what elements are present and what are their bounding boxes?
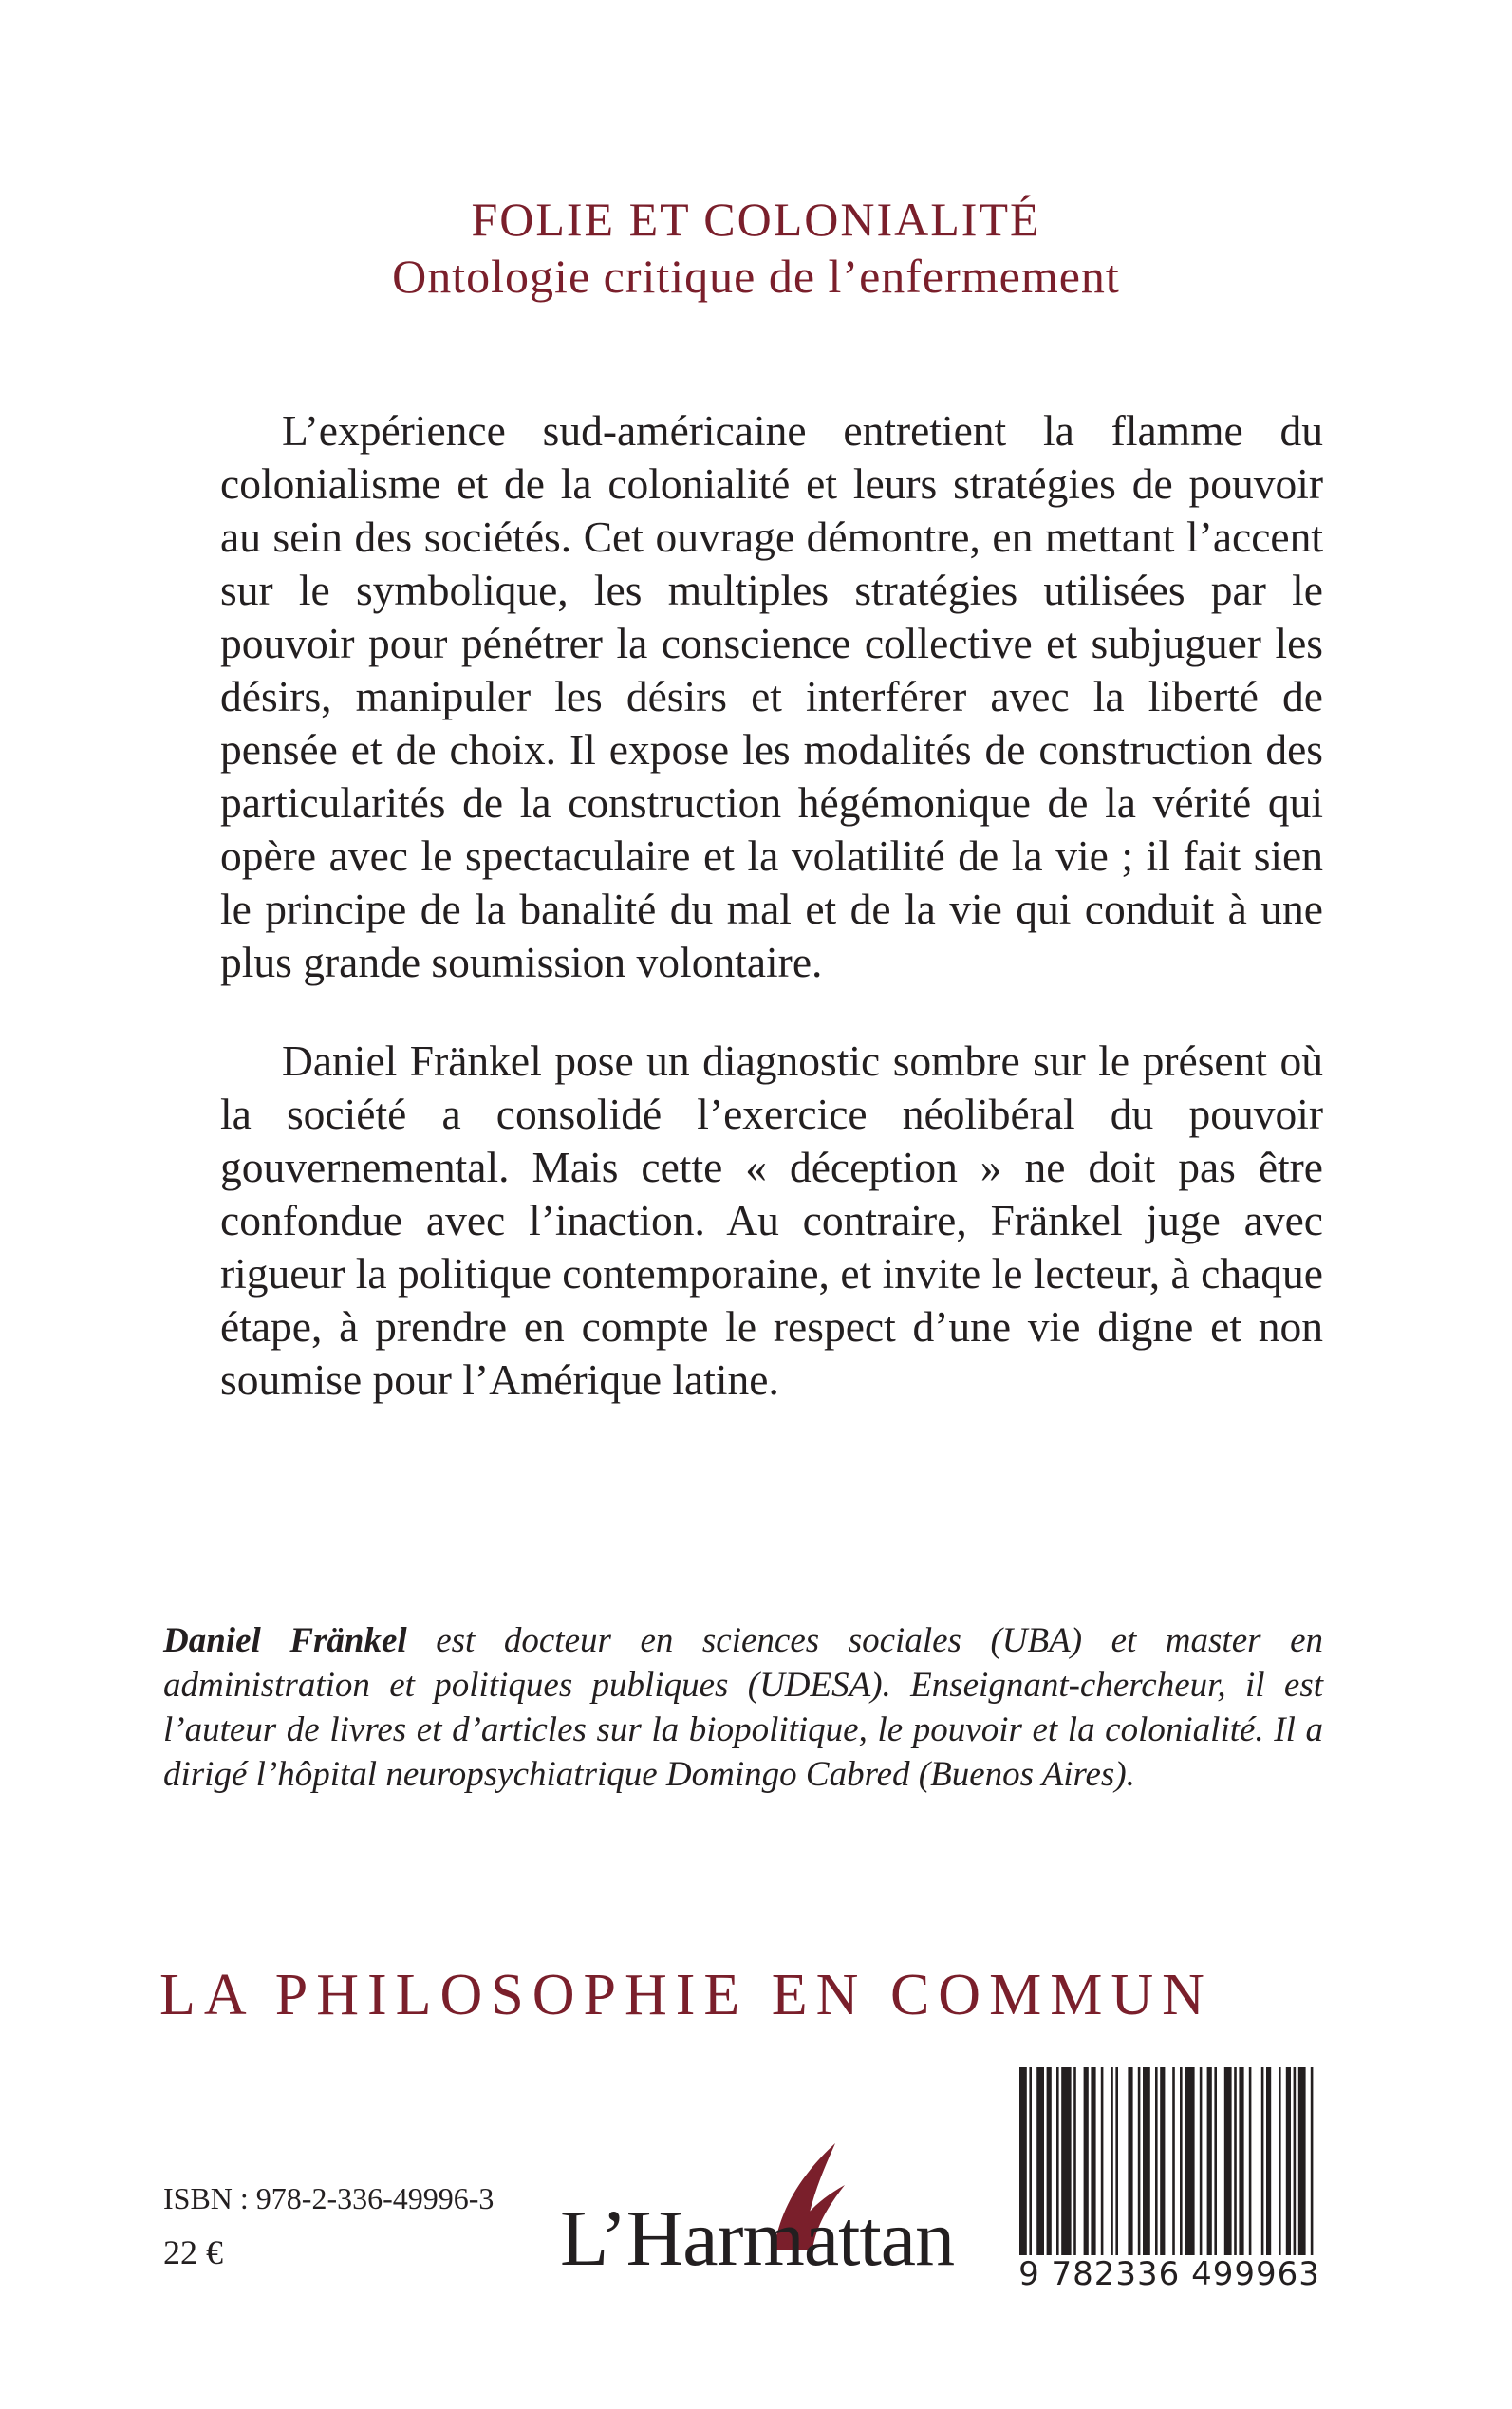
blurb-paragraph-1: L’expérience sud-américaine entretient la flamme du colonialisme et de la colonialité et leurs stratégies de pouvoir au sein des sociétés. Cet ouvrage démontre, en mettant l’accent sur le symbolique, les multiples stratégies utilisées par le pouvoir pour pénétrer la conscience collective et subjuguer les désirs, manipuler les désirs et interférer avec la liberté de pensée et de choix. Il expose les modalités de construction des particularités de la construction hégémonique de la vérité qui opère avec le spectaculaire et la volatilité de la vie ; il fait sien le principe de la banalité du mal et de la vie qui conduit à une plus grande soumission volontaire. <box>220 406 1323 986</box>
author-name: Daniel Fränkel <box>163 1621 407 1660</box>
price: 22 € <box>163 2233 223 2271</box>
publisher-logo <box>560 2136 955 2297</box>
blurb-paragraph-2: Daniel Fränkel pose un diagnostic sombre sur le présent où la société a consolidé l’exercice néolibéral du pouvoir gouvernemental. Mais cette « déception » ne doit pas être confondue avec l’inaction. Au contraire, Fränkel juge avec rigueur la politique contemporaine, et invite le lecteur, à chaque étape, à prendre en compte le respect d’une vie digne et non soumise pour l’Amérique latine. <box>220 1036 1323 1404</box>
barcode <box>1014 2067 1325 2293</box>
book-subtitle: Ontologie critique de l’enfermement <box>392 250 1120 303</box>
book-title: FOLIE ET COLONIALITÉ <box>471 193 1041 246</box>
barcode-number: 9 782336 499963 <box>1014 2255 1325 2293</box>
publisher-name: L’Harmattan <box>560 2194 955 2283</box>
collection-name: LA PHILOSOPHIE EN COMMUN <box>159 1963 1213 2027</box>
author-bio-text: est docteur en sciences sociales (UBA) et master en administration et politiques publiques (UDESA). Enseignant-chercheur, il est l’auteur de livres et d’articles sur la biopolitique, le pouvoir et la colonialité. Il a dirigé l’hôpital neuropsychiatrique Domingo Cabred (Buenos Aires). <box>163 1621 1323 1794</box>
author-bio <box>163 1618 1323 1797</box>
isbn: ISBN : 978-2-336-49996-3 <box>163 2181 495 2215</box>
